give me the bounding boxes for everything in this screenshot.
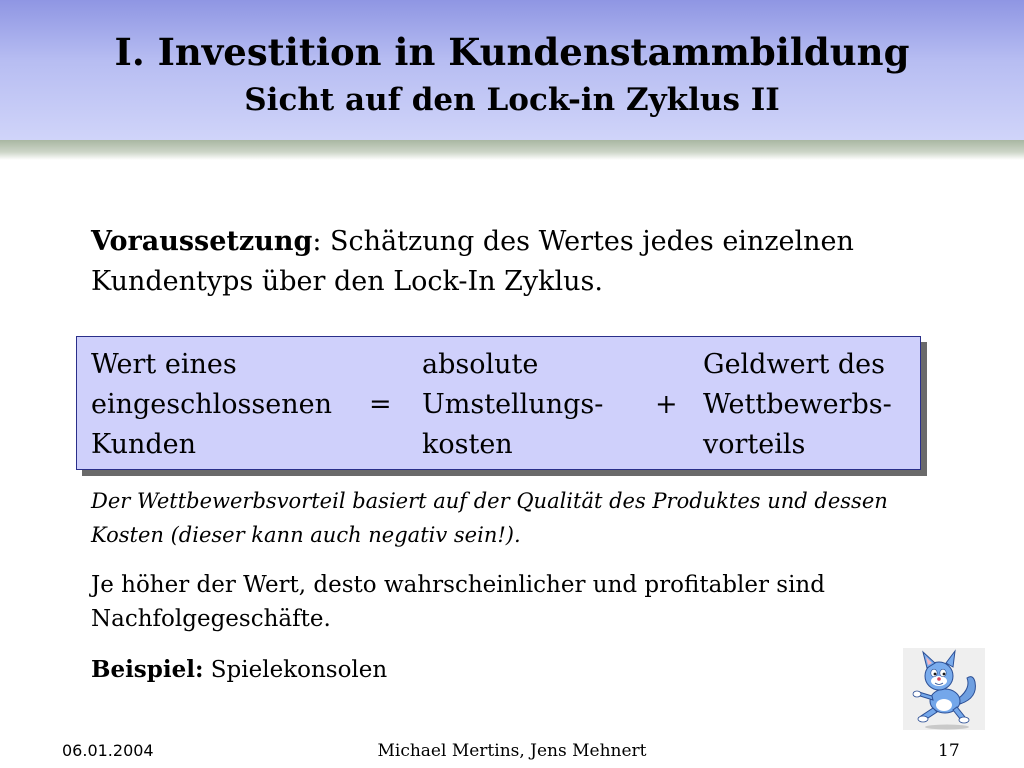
note-text: Der Wettbewerbsvorteil basiert auf der Qualität des Produktes und dessen Kosten (dieser kann auch negativ sein!). xyxy=(91,489,888,547)
value-paragraph: Je höher der Wert, desto wahrscheinlicher und profitabler sind Nachfolgegeschäfte. xyxy=(91,572,825,632)
page-number: 17 xyxy=(938,741,960,761)
formula-box xyxy=(76,336,921,470)
example-text: Spielekonsolen xyxy=(203,657,388,683)
slide-subtitle: Sicht auf den Lock-in Zyklus II xyxy=(244,82,780,118)
formula-middle-term xyxy=(422,345,603,465)
formula-right-line: Geldwert des xyxy=(703,349,886,380)
running-cat-icon xyxy=(903,648,985,730)
formula-left-line: eingeschlossenen xyxy=(91,389,332,420)
example-paragraph xyxy=(91,653,951,687)
formula-right-term xyxy=(703,345,892,465)
formula-right-line: vorteils xyxy=(703,429,806,460)
formula-equals-sign: = xyxy=(369,389,392,420)
formula-left-term xyxy=(91,345,332,465)
intro-paragraph xyxy=(91,222,941,302)
example-label: Beispiel: xyxy=(91,656,204,683)
formula-left-line: Wert eines xyxy=(91,349,237,380)
formula-left-line: Kunden xyxy=(91,429,197,460)
footer-authors: Michael Mertins, Jens Mehnert xyxy=(377,741,647,761)
slide-title: I. Investition in Kundenstammbildung xyxy=(114,30,910,74)
formula-middle-line: absolute xyxy=(422,349,539,380)
intro-label: Voraussetzung xyxy=(91,226,313,257)
intro-text: : Schätzung des Wertes jedes einzelnen Kundentyps über den Lock-In Zyklus. xyxy=(91,226,854,297)
formula-right-line: Wettbewerbs- xyxy=(703,389,892,420)
formula-plus-sign: + xyxy=(655,389,678,420)
formula-middle-line: kosten xyxy=(422,429,513,460)
title-divider xyxy=(0,140,1024,160)
footer-date: 06.01.2004 xyxy=(62,741,154,760)
formula-middle-line: Umstellungs- xyxy=(422,389,604,420)
